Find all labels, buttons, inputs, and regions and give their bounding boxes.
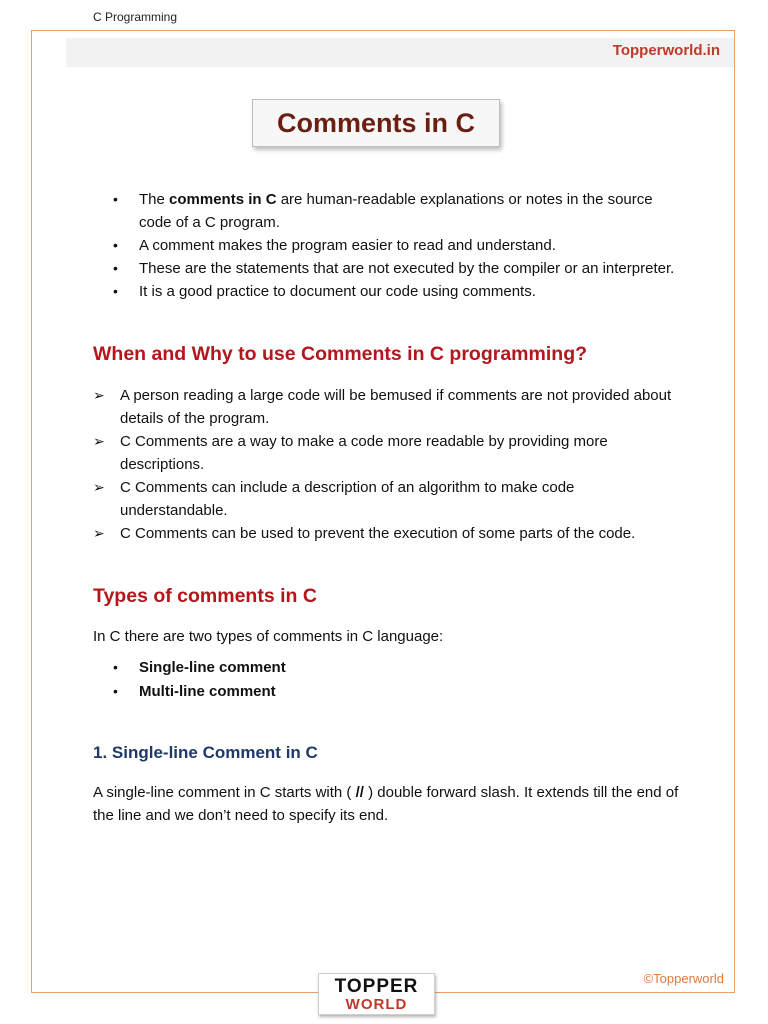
bullet-icon: •	[113, 260, 118, 276]
intro-list	[93, 188, 683, 303]
bullet-icon: •	[113, 659, 118, 675]
list-item: • It is a good practice to document our code using comments.	[93, 280, 683, 303]
single-line-paragraph: A single-line comment in C starts with ( // ) double forward slash. It extends till the end of the line and we don’t need to specify its end.	[93, 784, 679, 824]
types-list	[93, 656, 683, 703]
list-item: • These are the statements that are not executed by the compiler or an interpreter.	[93, 257, 683, 280]
heading-when-why: When and Why to use Comments in C programming?	[93, 343, 588, 365]
list-item: ➢ C Comments can include a description of an algorithm to make code understandable.	[93, 476, 683, 522]
list-item: ➢ C Comments are a way to make a code more readable by providing more descriptions.	[93, 430, 683, 476]
page-title: Comments in C	[276, 107, 476, 138]
heading-types: Types of comments in C	[93, 585, 317, 607]
slash-token: //	[355, 784, 364, 801]
types-intro: In C there are two types of comments in C language:	[93, 628, 444, 645]
bullet-icon: •	[113, 683, 118, 699]
bold-term: comments in C	[169, 191, 277, 208]
list-item: • A comment makes the program easier to read and understand.	[93, 234, 683, 257]
arrow-bullet-icon: ➢	[93, 525, 105, 541]
list-item: ➢ A person reading a large code will be bemused if comments are not provided about details of the program.	[93, 384, 683, 430]
brand-link[interactable]: Topperworld.in	[612, 42, 720, 59]
list-item: • The comments in C are human-readable explanations or notes in the source code of a C program.	[93, 188, 683, 234]
arrow-bullet-icon: ➢	[93, 433, 105, 449]
bullet-icon: •	[113, 283, 118, 299]
list-item: ➢ C Comments can be used to prevent the execution of some parts of the code.	[93, 522, 683, 545]
why-list	[93, 384, 683, 545]
list-item: • Multi-line comment	[93, 680, 683, 703]
arrow-bullet-icon: ➢	[93, 387, 105, 403]
heading-single-line: 1. Single-line Comment in C	[93, 743, 318, 762]
list-item: • Single-line comment	[93, 656, 683, 679]
arrow-bullet-icon: ➢	[93, 479, 105, 495]
bullet-icon: •	[113, 237, 118, 253]
document-body	[93, 188, 683, 827]
footer-copyright: ©Topperworld	[643, 971, 724, 986]
title-box	[252, 99, 500, 147]
running-title: C Programming	[93, 10, 178, 24]
bullet-icon: •	[113, 191, 118, 207]
topperworld-logo: TOPPER WORLD	[318, 973, 435, 1015]
